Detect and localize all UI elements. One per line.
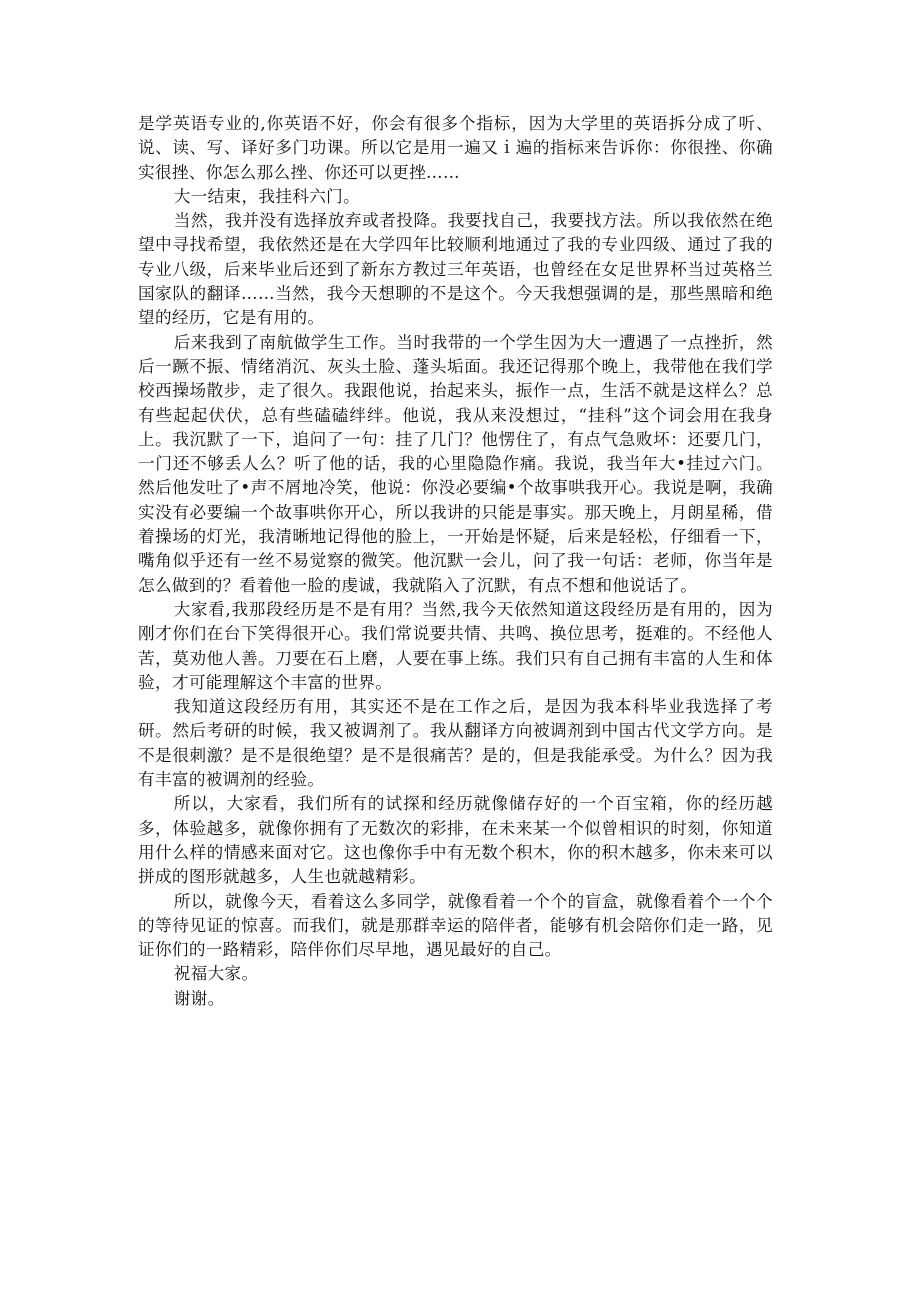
speech-text	[138, 112, 773, 1011]
paragraph-6: 我知道这段经历有用，其实还不是在工作之后，是因为我本科毕业我选择了考研。然后考研的时候，我又被调剂了。我从翻译方向被调剂到中国古代文学方向。是不是很刺激？是不是很绝望？是不是很痛苦？是的，但是我能承受。为什么？因为我有丰富的被调剂的经验。	[138, 697, 773, 790]
paragraph-8: 所以，就像今天，看着这么多同学，就像看着一个个的盲盒，就像看着个一个个的等待见证的惊喜。而我们，就是那群幸运的陪伴者，能够有机会陪你们走一路，见证你们的一路精彩，陪伴你们尽早地，遇见最好的自己。	[138, 891, 773, 960]
paragraph-1: 是学英语专业的,你英语不好，你会有很多个指标，因为大学里的英语拆分成了听、说、读、写、译好多门功课。所以它是用一遍又ｉ遍的指标来告诉你：你很挫、你确实很挫、你怎么那么挫、你还可以更挫……	[138, 114, 773, 182]
paragraph-9: 祝福大家。	[173, 964, 259, 984]
paragraph-10: 谢谢。	[173, 988, 225, 1008]
paragraph-2: 大一结束，我挂科六门。	[173, 186, 361, 206]
paragraph-3: 当然，我并没有选择放弃或者投降。我要找自己，我要找方法。所以我依然在绝望中寻找希望，我依然还是在大学四年比较顺利地通过了我的专业四级、通过了我的专业八级，后来毕业后还到了新东方教过三年英语，也曾经在女足世界杯当过英格兰国家队的翻译……当然，我今天想聊的不是这个。今天我想强调的是，那些黑暗和绝望的经历，它是有用的。	[138, 211, 773, 328]
paragraph-7: 所以，大家看，我们所有的试探和经历就像储存好的一个百宝箱，你的经历越多，体验越多，就像你拥有了无数次的彩排，在未来某一个似曾相识的时刻，你知道用什么样的情感来面对它。这也像你手中有无数个积木，你的积木越多，你未来可以拼成的图形就越多，人生也就越精彩。	[138, 794, 773, 887]
paragraph-4: 后来我到了南航做学生工作。当时我带的一个学生因为大一遭遇了一点挫折，然后一蹶不振、情绪消沉、灰头土脸、蓬头垢面。我还记得那个晚上，我带他在我们学校西操场散步，走了很久。我跟他说，抬起来头，振作一点，生活不就是这样么？总有些起起伏伏，总有些磕磕绊绊。他说，我从来没想过，“挂科”这个词会用在我身上。我沉默了一下，追问了一句：挂了几门？他愣住了，有点气急败坏：还要几门，一门还不够丢人么？听了他的话，我的心里隐隐作痛。我说，我当年大•挂过六门。然后他发吐了•声不屑地冷笑，他说：你没必要编•个故事哄我开心。我说是啊，我确实没有必要编一个故事哄你开心，所以我讲的只能是事实。那天晚上，月朗星稀，借着操场的灯光，我清晰地记得他的脸上，一开始是怀疑，后来是轻松，仔细看一下，嘴角似乎还有一丝不易觉察的微笑。他沉默一会儿，问了我一句话：老师，你当年是怎么做到的？看着他一脸的虔诚，我就陷入了沉默，有点不想和他说话了。	[138, 332, 773, 595]
paragraph-5: 大家看,我那段经历是不是有用？当然,我今天依然知道这段经历是有用的，因为刚才你们在台下笑得很开心。我们常说要共情、共鸣、换位思考，挺难的。不经他人苦，莫劝他人善。刀要在石上磨，人要在事上练。我们只有自己拥有丰富的人生和体验，才可能理解这个丰富的世界。	[138, 599, 773, 692]
